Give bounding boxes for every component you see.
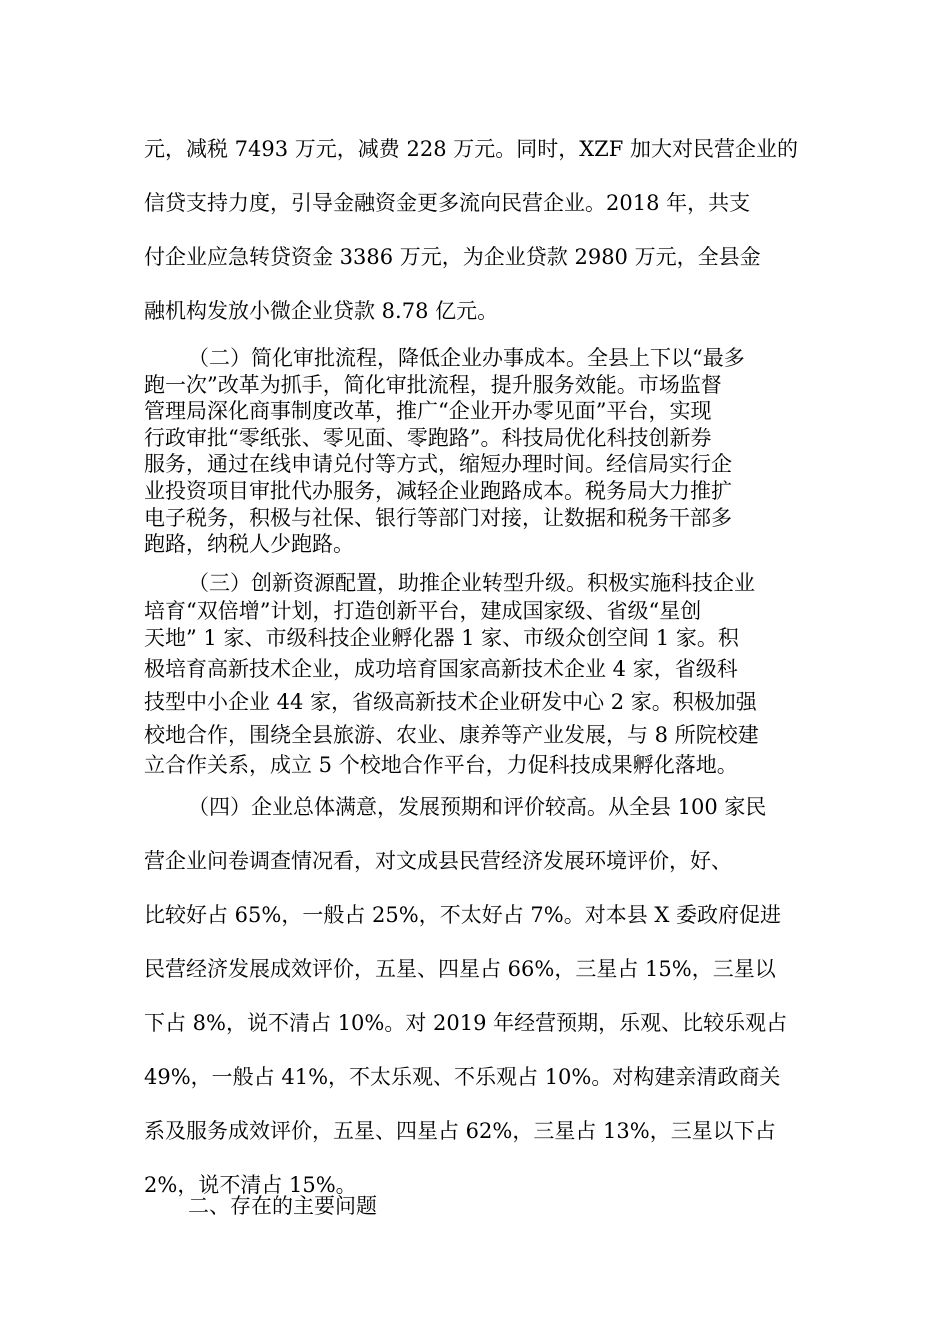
text-line: 融机构发放小微企业贷款 8.78 亿元。 xyxy=(144,299,499,323)
text-line: 立合作关系，成立 5 个校地合作平台，力促科技成果孵化落地。 xyxy=(144,752,738,777)
text-line: 比较好占 65%，一般占 25%，不太好占 7%。对本县 X 委政府促进 xyxy=(144,903,781,927)
text-line: 付企业应急转贷资金 3386 万元，为企业贷款 2980 万元，全县金 xyxy=(144,245,761,269)
text-line: 跑路，纳税人少跑路。 xyxy=(144,532,354,557)
paragraph-4 xyxy=(144,789,809,1221)
text-line: 极培育高新技术企业，成功培育国家高新技术企业 4 家，省级科 xyxy=(144,656,738,681)
text-line: 信贷支持力度，引导金融资金更多流向民营企业。2018 年，共支 xyxy=(144,191,751,215)
paragraph-1 xyxy=(144,131,809,347)
text-line: （四）企业总体满意，发展预期和评价较高。从全县 100 家民 xyxy=(188,795,767,819)
text-line: （二）简化审批流程，降低企业办事成本。全县上下以“最多 xyxy=(188,346,745,370)
text-line: 业投资项目审批代办服务，减轻企业跑路成本。税务局大力推扩 xyxy=(144,478,732,503)
text-line: 管理局深化商事制度改革，推广“企业开办零见面”平台，实现 xyxy=(144,399,712,424)
text-line: 技型中小企业 44 家，省级高新技术企业研发中心 2 家。积极加强 xyxy=(144,689,757,714)
section-heading-text: 二、存在的主要问题 xyxy=(188,1194,377,1218)
text-line: 下占 8%，说不清占 10%。对 2019 年经营预期，乐观、比较乐观占 xyxy=(144,1011,788,1035)
text-line: 系及服务成效评价，五星、四星占 62%，三星占 13%，三星以下占 xyxy=(144,1119,776,1143)
text-line: 天地” 1 家、市级科技企业孵化器 1 家、市级众创空间 1 家。积 xyxy=(144,626,739,650)
text-line: 培育“双倍增”计划，打造创新平台，建成国家级、省级“星创 xyxy=(144,598,702,623)
text-line: 行政审批“零纸张、零见面、零跑路”。科技局优化科技创新券 xyxy=(144,425,712,450)
text-line: 营企业问卷调查情况看，对文成县民营经济发展环境评价，好、 xyxy=(144,849,732,873)
text-line: 元，减税 7493 万元，减费 228 万元。同时，XZF 加大对民营企业的 xyxy=(144,137,799,161)
text-line: 电子税务，积极与社保、银行等部门对接，让数据和税务干部多 xyxy=(144,505,732,530)
text-line: 49%，一般占 41%，不太乐观、不乐观占 10%。对构建亲清政商关 xyxy=(144,1065,781,1089)
text-line: 校地合作，围绕全县旅游、农业、康养等产业发展，与 8 所院校建 xyxy=(144,722,759,747)
text-line: 民营经济发展成效评价，五星、四星占 66%，三星占 15%，三星以 xyxy=(144,957,776,981)
text-line: 服务，通过在线申请兑付等方式，缩短办理时间。经信局实行企 xyxy=(144,452,732,477)
paragraph-3 xyxy=(144,570,809,779)
paragraph-2 xyxy=(144,345,809,558)
text-line: 2%，说不清占 15%。 xyxy=(144,1173,357,1197)
text-line: 跑一次”改革为抓手，简化审批流程，提升服务效能。市场监督 xyxy=(144,372,722,397)
text-line: （三）创新资源配置，助推企业转型升级。积极实施科技企业 xyxy=(188,571,755,595)
section-heading xyxy=(144,1188,809,1224)
